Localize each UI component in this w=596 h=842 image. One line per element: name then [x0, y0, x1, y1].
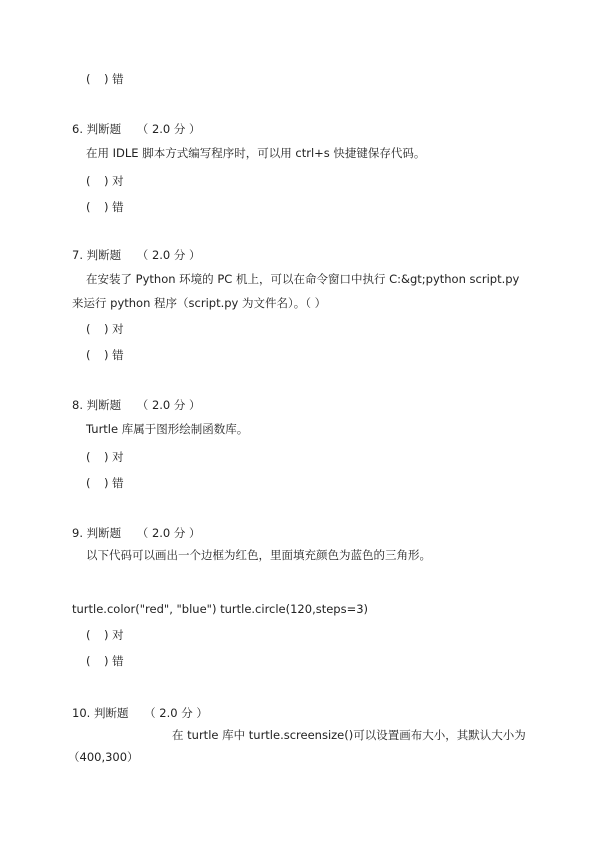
question-9-header: [72, 526, 201, 540]
option-paren: (: [86, 450, 91, 464]
question-10-header: [72, 706, 208, 720]
question-10-text-line2: （400,300）: [68, 750, 139, 764]
option-paren: (: [86, 200, 91, 214]
option-paren-close: ): [104, 72, 109, 86]
option-paren: (: [86, 654, 91, 668]
question-score: （ 2.0 分 ）: [136, 248, 201, 262]
question-number: 10.: [72, 706, 91, 720]
option-false[interactable]: [86, 72, 124, 86]
option-paren-close: ): [104, 654, 109, 668]
option-label: 对: [112, 450, 124, 464]
question-7-header: [72, 248, 201, 262]
question-7-option-true[interactable]: [86, 322, 124, 336]
option-label: 错: [112, 72, 124, 86]
question-number: 8.: [72, 398, 83, 412]
question-8-text: Turtle 库属于图形绘制函数库。: [86, 422, 249, 436]
question-6-option-false[interactable]: [86, 200, 124, 214]
question-6-header: [72, 122, 201, 136]
option-paren-close: ): [104, 348, 109, 362]
option-paren: (: [86, 174, 91, 188]
option-paren-close: ): [104, 200, 109, 214]
option-label: 错: [112, 200, 124, 214]
question-number: 6.: [72, 122, 83, 136]
option-label: 错: [112, 654, 124, 668]
question-7-text-line1: 在安装了 Python 环境的 PC 机上，可以在命令窗口中执行 C:&gt;python script.py: [86, 272, 520, 286]
option-label: 错: [112, 476, 124, 490]
option-label: 错: [112, 348, 124, 362]
option-paren: (: [86, 322, 91, 336]
question-score: （ 2.0 分 ）: [136, 398, 201, 412]
option-paren-close: ): [104, 450, 109, 464]
question-10-text-line1: 在 turtle 库中 turtle.screensize()可以设置画布大小，其默认大小为: [172, 728, 526, 742]
option-paren: (: [86, 476, 91, 490]
question-type: 判断题: [86, 526, 122, 540]
question-8-option-false[interactable]: [86, 476, 124, 490]
option-label: 对: [112, 174, 124, 188]
option-paren-close: ): [104, 174, 109, 188]
question-9-code: turtle.color("red", "blue") turtle.circle(120,steps=3): [72, 602, 369, 616]
question-9-option-true[interactable]: [86, 628, 124, 642]
option-paren-close: ): [104, 476, 109, 490]
question-9-text: 以下代码可以画出一个边框为红色，里面填充颜色为蓝色的三角形。: [86, 548, 431, 562]
question-score: （ 2.0 分 ）: [136, 122, 201, 136]
option-paren: (: [86, 628, 91, 642]
question-9-option-false[interactable]: [86, 654, 124, 668]
question-score: （ 2.0 分 ）: [136, 526, 201, 540]
question-type: 判断题: [86, 122, 122, 136]
option-paren-close: ): [104, 322, 109, 336]
option-paren-close: ): [104, 628, 109, 642]
question-8-option-true[interactable]: [86, 450, 124, 464]
question-type: 判断题: [86, 248, 122, 262]
question-number: 7.: [72, 248, 83, 262]
question-7-option-false[interactable]: [86, 348, 124, 362]
question-number: 9.: [72, 526, 83, 540]
option-label: 对: [112, 322, 124, 336]
question-type: 判断题: [86, 398, 122, 412]
question-score: （ 2.0 分 ）: [144, 706, 208, 720]
question-type: 判断题: [93, 706, 129, 720]
option-label: 对: [112, 628, 124, 642]
option-paren: (: [86, 348, 91, 362]
option-paren: (: [86, 72, 91, 86]
question-6-text: 在用 IDLE 脚本方式编写程序时，可以用 ctrl+s 快捷键保存代码。: [86, 146, 426, 160]
question-6-option-true[interactable]: [86, 174, 124, 188]
question-8-header: [72, 398, 201, 412]
question-7-text-line2: 来运行 python 程序（script.py 为文件名）。（ ）: [72, 296, 327, 310]
